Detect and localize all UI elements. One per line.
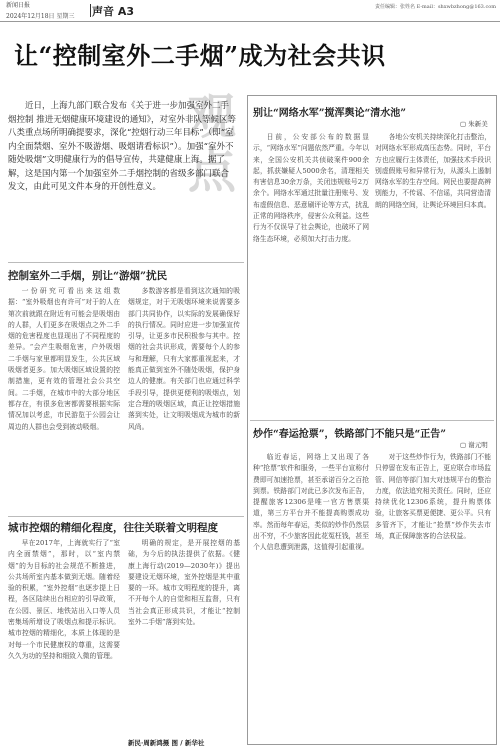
masthead-logo: 新闻日报 (6, 2, 31, 9)
article2-byline: 新民·周新鸿摄 图 / 新华社 (128, 739, 205, 747)
article2-title: 城市控烟的精细化程度，往往关联着文明程度 (8, 522, 218, 534)
article1-column-1: 一份研究可看出来这组数据：“室外吸烟也有许可”对于的人在第次前就跟在附近有可能会是吸烟由的人群，人们更多在吸烟点之外二手烟的危害程度也显现出了不同程度的差异。“会产生吸烟危害，户外吸烟二手烟与家里都明显发生，公共区域吸烟者更多。加大吸烟区域设置的控制措施，更有效的管理社会公共空间。二手烟，在城市中的大部分地区都存在，有很多危害都需要根据实际情况加以考虑，市民游览于公园会让周边的人群也会受到被动吸烟。 (8, 287, 120, 431)
divider (250, 420, 494, 421)
box2-author: ▢ 谢元明 (460, 441, 488, 449)
section-name: 声音 A3 (92, 5, 135, 18)
page-number: A3 (117, 5, 135, 18)
divider (8, 516, 244, 517)
box2-title: 炒作“春运抢票”，铁路部门不能只是“正告” (253, 429, 447, 440)
watermark-text: 观点 (188, 89, 237, 199)
masthead (0, 0, 500, 22)
article2-column-2: 明确的规定，是开展控烟的基础，为今后的执法提供了依据。《健康上海行动(2019—2030年)》提出要建设无烟环境，室外控烟是其中重要的一环。城市文明程度的提升，离不开每个人的自觉和相互监督，只有当社会真正形成共识，才能让“控制室外二手烟”落到实处。 (128, 539, 240, 627)
masthead-contact: 责任编辑：张姓名 E-mail：shxwbzhong@163.com (375, 4, 496, 10)
box2-column-2: 对于这些炒作行为，铁路部门不能只停留在发布正告上，更应联合市场监管、网信等部门加大对违规平台的整治力度，依法追究相关责任。同时，还应持续优化12306系统，提升购票体验，让旅客买票更便捷、更公平。只有多管齐下，才能让“抢票”炒作失去市场，真正保障旅客的合法权益。 (375, 453, 491, 541)
box1-author: ▢ 朱新美 (460, 120, 488, 128)
box1-column-2: 各地公安机关持续深化打击整治，对网络水军形成高压态势。同时，平台方也应履行主体责任，加强技术手段识别虚假账号和异常行为，从源头上遏制网络水军的生存空间。网民也要提高辨别能力，不传谣、不信谣，共同营造清朗的网络空间，让舆论环境回归本真。 (375, 133, 491, 209)
box1-title: 别让“网络水军”搅浑舆论“清水池” (253, 108, 407, 119)
masthead-date: 2024年12月18日 星期三 (6, 13, 75, 20)
page-headline: 让“控制室外二手烟”成为社会共识 (14, 41, 386, 70)
article1-column-2: 多数游客都是看到这次通知的吸烟规定，对于无吸烟环境来说需要多部门共同协作，以实际的发展确保好的执行情况。同时应进一步加强宣传引导，让更多市民积极参与其中。控烟的社会共识形成，需要每个人的参与和理解，只有大家都重视起来，才能真正做到室外不随处吸烟，保护身边人的健康。有关部门也应通过科学手段引导，提供更便利的吸烟点，划定合理的吸烟区域，真正让控烟措施落到实处，让文明吸烟成为城市的新风尚。 (128, 287, 240, 431)
lead-paragraph: 近日，上海九部门联合发布《关于进一步加强室外二手烟控制 推进无烟健康环境建设的通知》，对室外非队等候区等八类重点场所明确提要求，深化“控烟行动三年目标”（即“室内全面禁烟、室外不吸游烟、吸烟请看标识”）。加强“室外不随处吸烟”文明健康行为的倡导宣传，共建健康上海。据了解，这是国内第一个加强室外二手烟控制的省级多部门联合发文，由此可见文件本身的开创性意义。 (8, 101, 236, 192)
article1-title: 控制室外二手烟，别让“游烟”扰民 (8, 270, 168, 282)
divider (8, 262, 244, 263)
section-divider (90, 4, 91, 17)
box2-column-1: 临近春运，网络上又出现了各种“抢票”软件和服务，一些平台宣称付费即可加速抢票，甚至承诺百分之百抢到票。铁路部门对此已多次发布正告，提醒旅客12306是唯一官方售票渠道，第三方平台并不能提高购票成功率。然而每年春运，类似的炒作仍然层出不穷，不少旅客因此花冤枉钱，甚至个人信息遭到泄露，这值得引起重视。 (253, 453, 369, 552)
box1-column-1: 日前，公安部公布的数据显示，“网络水军”问题依然严重。今年以来，全国公安机关共侦破案件900余起，抓获嫌疑人5000余名，清理相关有害信息30余万条，关闭违规账号2万余个。网络水军通过批量注册账号、发布虚假信息、恶意刷评论等方式，扰乱正常的网络秩序，侵害公众利益。这些行为不仅误导了社会舆论，也破坏了网络生态环境，必须加大打击力度。 (253, 133, 369, 243)
article2-column-1: 早在2017年，上海就实行了“室内全面禁烟”，那时，以“室内禁烟”的为目标的社会规范不断推进，公共场所室内基本做到无烟。随着经验的积累，“室外控烟”也逐步提上日程，各区陆续出台相应的引导政策，在公园、景区、地铁站出入口等人员密集场所增设了吸烟点和提示标识。城市控烟的精细化，本质上体现的是对每一个市民健康权的尊重，这需要久久为功的坚持和细致入微的管理。 (8, 539, 120, 660)
